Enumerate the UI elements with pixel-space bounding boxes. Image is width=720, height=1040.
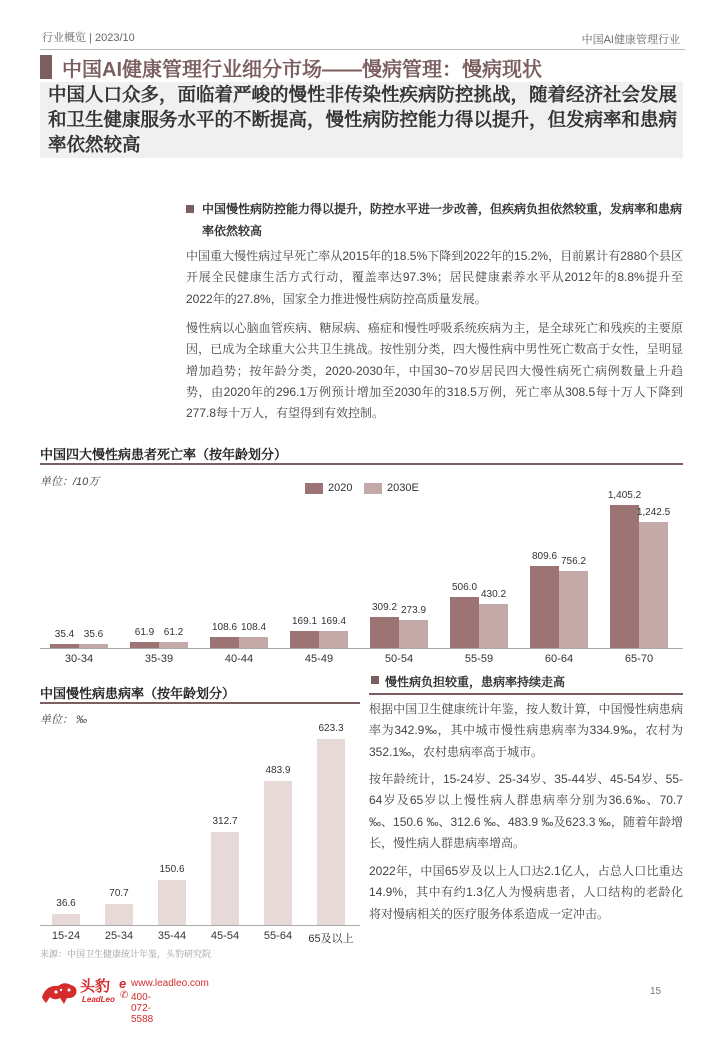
- title-accent-bar: [40, 55, 52, 79]
- x-tick-label: 55-59: [464, 653, 494, 665]
- data-label-15-24: 36.6: [56, 898, 76, 910]
- data-label-2030E-50-54: 273.9: [400, 605, 427, 617]
- data-label-2030E-60-64: 756.2: [560, 556, 587, 568]
- data-label-45-54: 312.7: [212, 815, 238, 827]
- phone-icon: ✆: [120, 990, 129, 1001]
- data-label-25-34: 70.7: [109, 887, 129, 899]
- x-tick-label: 55-64: [263, 930, 293, 942]
- page-number: 15: [650, 986, 662, 997]
- data-label-2030E-65-70: 1,242.5: [636, 506, 671, 518]
- page-title: 中国AI健康管理行业细分市场——慢病管理：慢病现状: [62, 59, 542, 81]
- bar-25-34: [105, 904, 133, 925]
- bar-45-54: [211, 832, 239, 925]
- bar-2020-30-34: [50, 644, 79, 648]
- x-axis-line: [40, 648, 683, 649]
- header-right: 中国AI健康管理行业: [581, 34, 680, 46]
- bar-2020-45-49: [290, 631, 319, 648]
- x-tick-label: 65-70: [624, 653, 654, 665]
- section1-para2: 慢性病以心脑血管疾病、糖尿病、癌症和慢性呼吸系统疾病为主，是全球死亡和残疾的主要原因，已成为全球重大公共卫生挑战。按性别分类，四大慢性病中男性死亡数高于女性，呈明显增加趋势；按年龄分类，2020-2030年，中国30~70岁居民四大慢性病死亡病例数量上升趋势，由2020年的296.1万例预计增加至2030年的318.5万例，死亡率从308.5每十万人下降到277.8每十万人，有望得到有效控制。: [186, 321, 683, 421]
- data-label-2030E-55-59: 430.2: [480, 589, 507, 601]
- data-label-2020-65-70: 1,405.2: [607, 490, 642, 501]
- data-label-35-44: 150.6: [159, 864, 185, 876]
- web-e-icon: e: [119, 976, 127, 991]
- x-tick-label: 40-44: [224, 653, 254, 665]
- summary-text: 中国人口众多，面临着严峻的慢性非传染性疾病防控挑战，随着经济社会发展和卫生健康服务水平的不断提高，慢性病防控能力得以提升，但发病率和患病率依然较高: [48, 84, 678, 155]
- phone-number: 400-072-5588: [131, 992, 154, 1025]
- bar-55-64: [264, 781, 292, 925]
- chart1-title: 中国四大慢性病患者死亡率（按年龄划分）: [40, 447, 288, 462]
- x-tick-label: 45-54: [210, 930, 240, 942]
- chart1-mortality-bars: [40, 490, 683, 668]
- data-label-2020-45-49: 169.1: [291, 615, 318, 627]
- bar-15-24: [52, 914, 80, 925]
- bar-2020-35-39: [130, 642, 159, 648]
- section2-para3: 2022年，中国65岁及以上人口达2.1亿人，占总人口比重达14.9%，其中有约1.3亿人为慢病患者，人口结构的老龄化将对慢病相关的医疗服务体系造成一定冲击。: [369, 864, 683, 921]
- chart2-prevalence-bars: [40, 720, 360, 945]
- chart2-title-rule: [40, 702, 360, 704]
- x-axis-line: [40, 925, 360, 926]
- header-left: 行业概览 | 2023/10: [42, 32, 135, 44]
- bar-2030E-30-34: [79, 644, 108, 648]
- data-label-2030E-45-49: 169.4: [320, 615, 347, 627]
- leopard-logo-icon: [40, 977, 80, 1007]
- website-link[interactable]: www.leadleo.com: [131, 978, 209, 989]
- x-tick-label: 50-54: [384, 653, 414, 665]
- bar-35-44: [158, 880, 186, 925]
- bar-2030E-40-44: [239, 637, 268, 648]
- section1-para1: 中国重大慢性病过早死亡率从2015年的18.5%下降到2022年的15.2%，目前累计有2880个县区开展全民健康生活方式行动，覆盖率达97.3%；居民健康素养水平从2012年的8.8%提升至2022年的27.8%，国家全力推进慢性病防控高质量发展。: [186, 249, 683, 306]
- bullet-square-icon: [186, 205, 194, 213]
- section2-para1: 根据中国卫生健康统计年鉴，按人数计算，中国慢性病患病率为342.9‰，其中城市慢性病患病率为334.9‰，农村为352.1‰，农村患病率高于城市。: [369, 702, 683, 759]
- data-label-2030E-35-39: 61.2: [163, 626, 184, 638]
- x-tick-label: 35-39: [144, 653, 174, 665]
- bar-2030E-35-39: [159, 642, 188, 648]
- x-tick-label: 65及以上: [308, 933, 354, 945]
- x-tick-label: 35-44: [157, 930, 187, 942]
- bar-2020-40-44: [210, 637, 239, 648]
- brand-name-en: LeadLeo: [82, 995, 115, 1004]
- chart1-unit: 单位：/10万: [40, 476, 100, 488]
- bar-2020-50-54: [370, 617, 399, 648]
- data-label-2020-50-54: 309.2: [371, 601, 398, 613]
- bar-2020-55-59: [450, 597, 479, 648]
- data-label-65及以上: 623.3: [318, 723, 344, 734]
- section2-para2: 按年龄统计，15-24岁、25-34岁、35-44岁、45-54岁、55-64岁及65岁以上慢性病人群患病率分别为36.6‰、70.7 ‰、150.6 ‰、312.6 ‰、483.9 ‰及623.3 ‰，随着年龄增长，慢性病人群患病率增高。: [369, 772, 683, 850]
- bar-65及以上: [317, 739, 345, 925]
- x-tick-label: 30-34: [64, 653, 94, 665]
- bar-2030E-65-70: [639, 522, 668, 648]
- data-label-55-64: 483.9: [265, 764, 291, 776]
- data-label-2020-40-44: 108.6: [211, 621, 238, 633]
- chart2-unit: 单位： ‰: [40, 714, 88, 726]
- bar-2030E-45-49: [319, 631, 348, 648]
- section2-rule: [369, 693, 683, 695]
- header-divider: [40, 49, 685, 50]
- section1-heading: 中国慢性病防控能力得以提升，防控水平进一步改善，但疾病负担依然较重，发病率和患病率依然较高: [202, 202, 683, 238]
- chart1-title-rule: [40, 463, 683, 465]
- data-label-2030E-30-34: 35.6: [83, 629, 104, 641]
- bullet-square-icon: [371, 676, 379, 684]
- bar-2030E-50-54: [399, 620, 428, 648]
- x-tick-label: 15-24: [51, 930, 81, 942]
- bar-2030E-55-59: [479, 604, 508, 648]
- brand-name: 头豹: [80, 978, 111, 995]
- section2-heading: 慢性病负担较重，患病率持续走高: [385, 675, 566, 689]
- legend-2030e-label: 2030E: [387, 482, 419, 494]
- bar-2020-60-64: [530, 566, 559, 648]
- bar-2030E-60-64: [559, 571, 588, 648]
- x-tick-label: 60-64: [544, 653, 574, 665]
- chart2-title: 中国慢性病患病率（按年龄划分）: [40, 686, 236, 701]
- data-label-2020-35-39: 61.9: [134, 626, 155, 638]
- legend-2020-label: 2020: [328, 482, 353, 494]
- source-note: 来源：中国卫生健康统计年鉴，头豹研究院: [40, 949, 212, 959]
- data-label-2020-30-34: 35.4: [54, 629, 75, 641]
- data-label-2030E-40-44: 108.4: [240, 621, 267, 633]
- x-tick-label: 25-34: [104, 930, 134, 942]
- bar-2020-65-70: [610, 505, 639, 648]
- x-tick-label: 45-49: [304, 653, 334, 665]
- data-label-2020-55-59: 506.0: [451, 581, 478, 593]
- data-label-2020-60-64: 809.6: [531, 550, 558, 562]
